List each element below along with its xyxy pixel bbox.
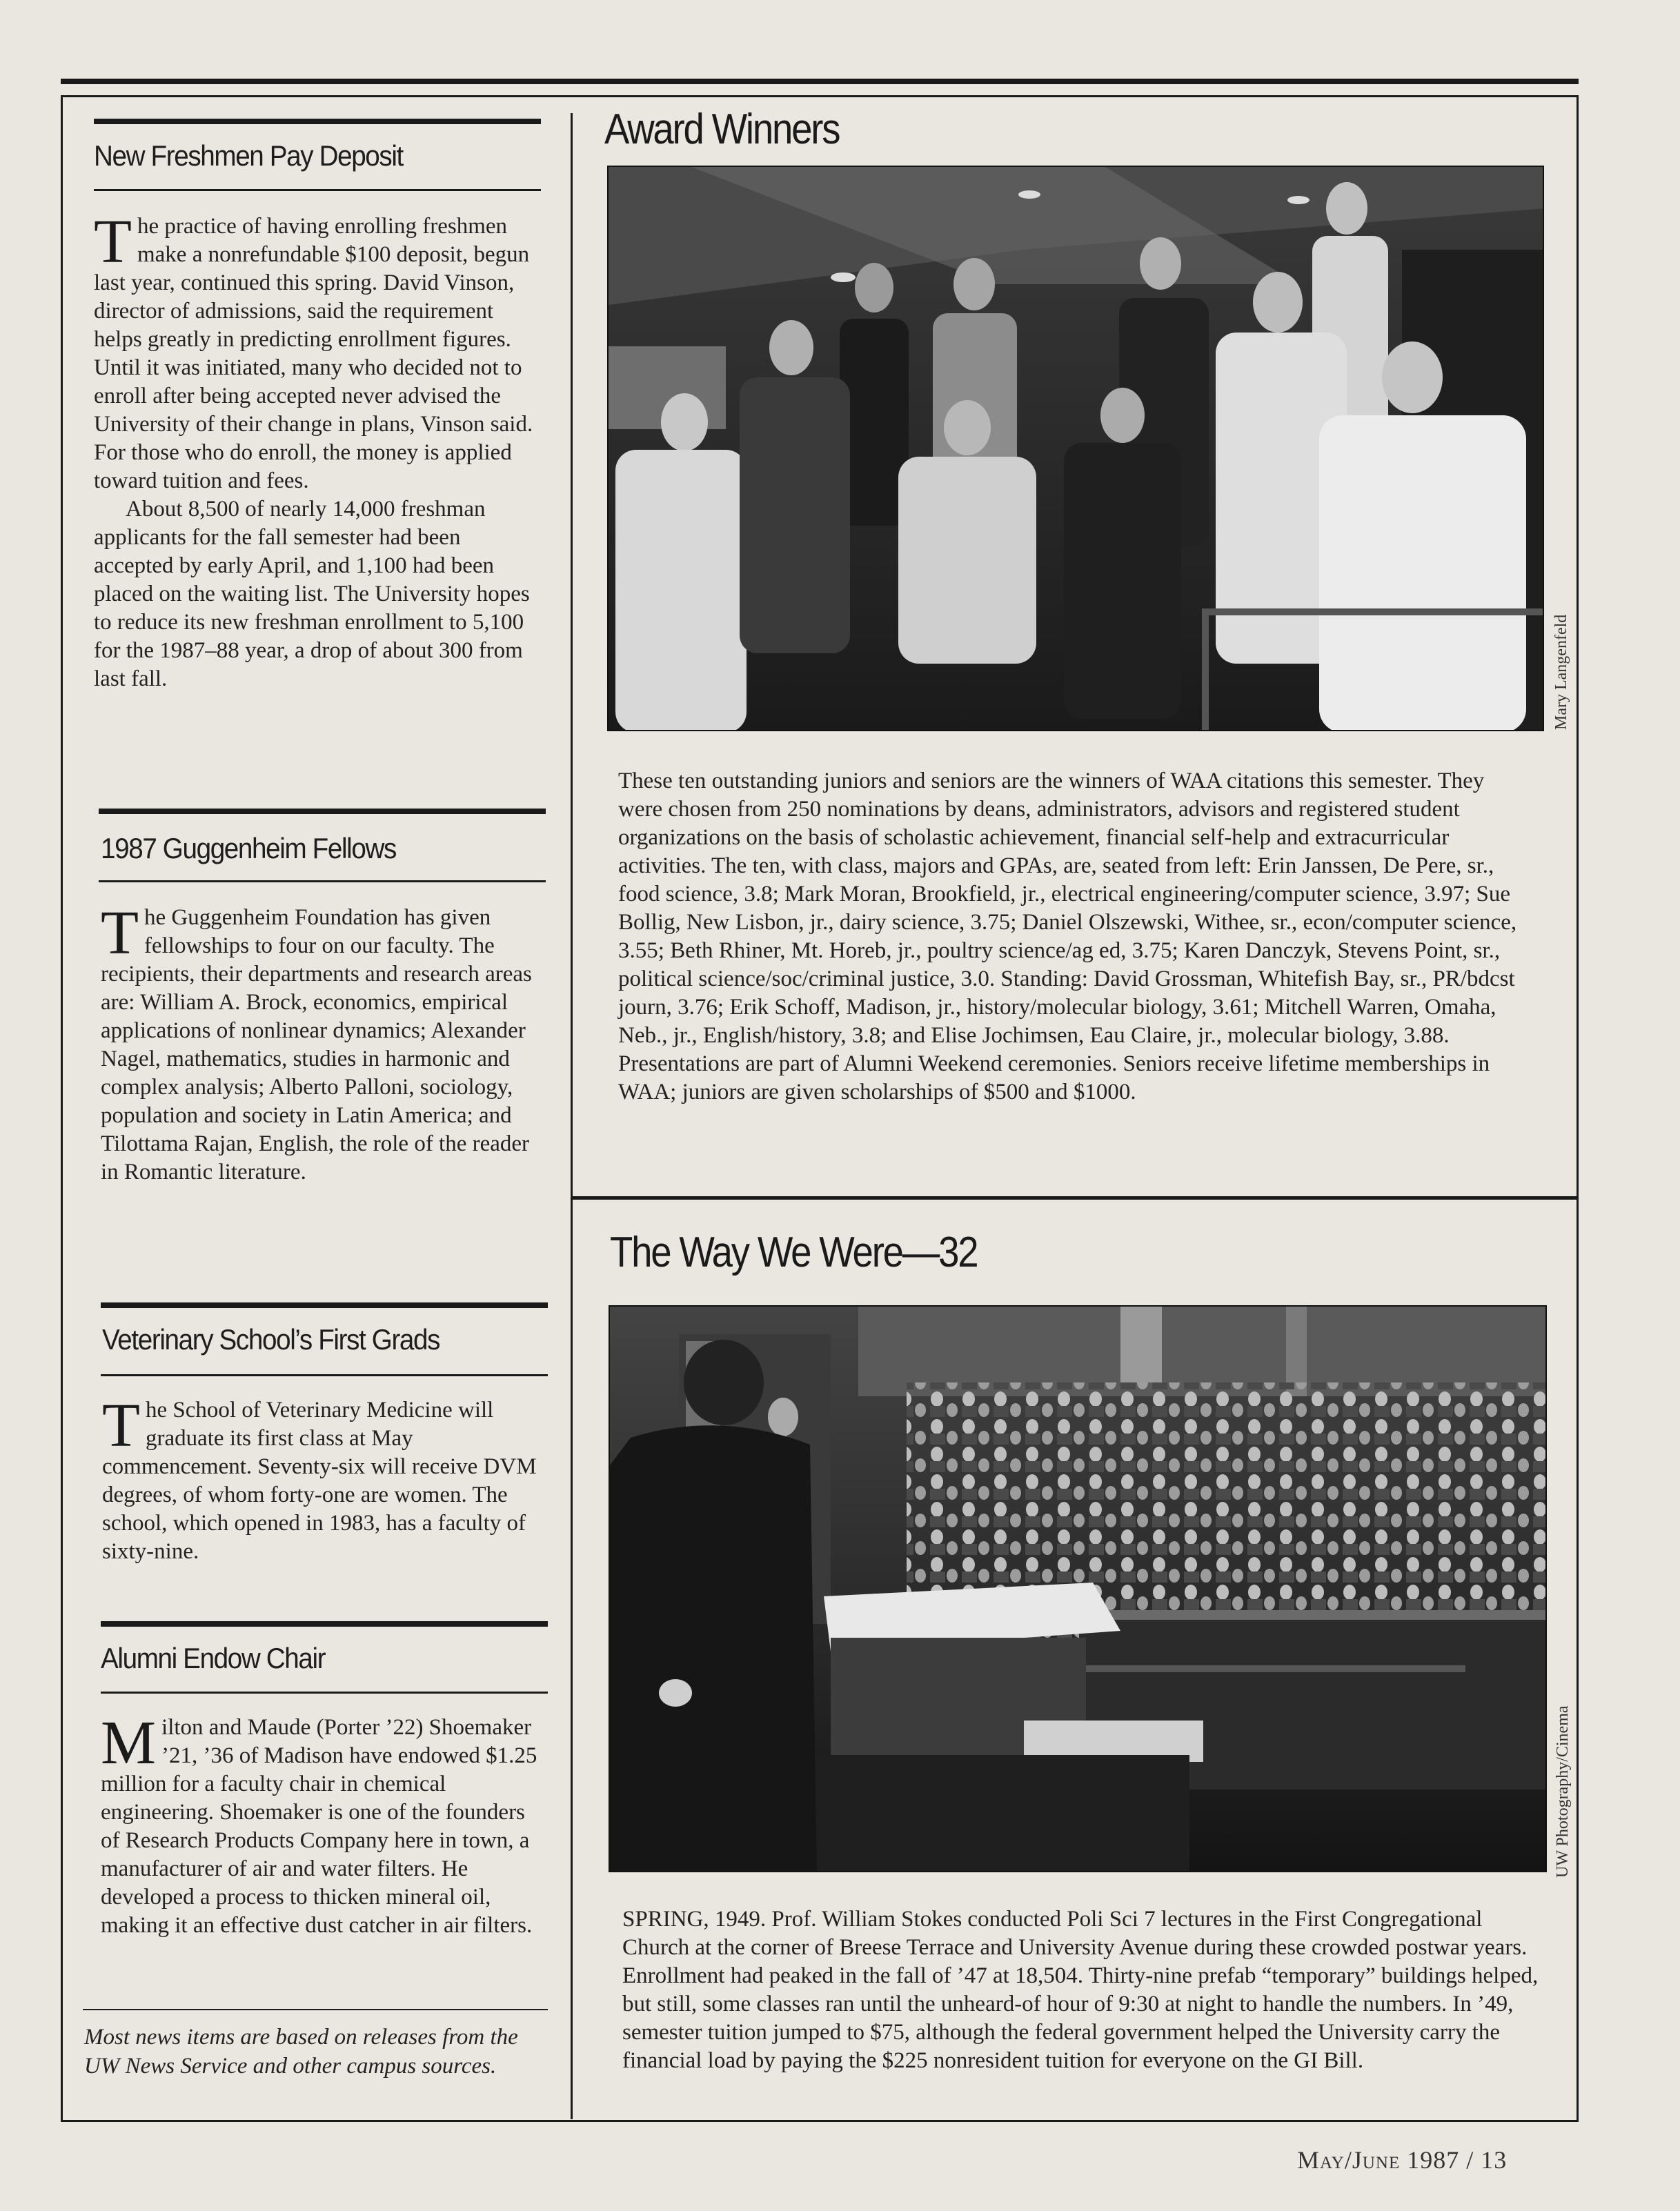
section-heading-guggenheim: 1987 Guggenheim Fellows	[101, 832, 396, 864]
award-photo-credit: Mary Langenfeld	[1552, 614, 1570, 730]
section-rule-top	[99, 809, 546, 814]
column-divider	[571, 113, 573, 2119]
paragraph: ilton and Maude (Porter ’22) Shoemaker ’21, ’36 of Madison have endowed $1.25 million for a faculty chair in chemical engineering. Shoemaker is one of the founders of Research Products Company here in town, a manufacturer of air and water filters. He developed a process to thicken mineral oil, making it an effective dust catcher in air filters.	[101, 1715, 537, 1938]
paragraph: he practice of having enrolling freshmen make a nonrefundable $100 deposit, begun last year, continued this spring. David Vinson, director of admissions, said the requirement helps greatly in predicting enrollment figures. Until it was initiated, many who decided not to enroll after being accepted never advised the University of their change in plans, Vinson said. For those who do enroll, the money is applied toward tuition and fees.	[94, 214, 533, 493]
award-winners-caption: These ten outstanding juniors and seniors are the winners of WAA citations this semester. They were chosen from 250 nominations by deans, administrators, advisors and registered student organizations on the basis of scholastic achievement, financial self-help and extracurricular activities. The ten, with class, majors and GPAs, are, seated from left: Erin Janssen, De Pere, sr., food science, 3.8; Mark Moran, Brookfield, jr., electrical engineering/computer science, 3.97; Sue Bollig, New Lisbon, jr., dairy science, 3.75; Daniel Olszewski, Withee, sr., econ/computer science, 3.55; Beth Rhiner, Mt. Horeb, jr., poultry science/ag ed, 3.75; Karen Danczyk, Stevens Point, sr., political science/soc/criminal justice, 3.0. Standing: David Grossman, Whitefish Bay, sr., PR/bdcst journ, 3.76; Erik Schoff, Madison, jr., history/molecular biology, 3.61; Mitchell Warren, Omaha, Neb., jr., English/history, 3.8; and Elise Jochimsen, Eau Claire, jr., molecular biology, 3.88. Presentations are part of Alumni Weekend ceremonies. Seniors receive lifetime memberships in WAA; juniors are given scholarships of $500 and $1000.	[618, 769, 1517, 1104]
dropcap: M	[101, 1709, 157, 1777]
way-we-were-heading: The Way We Were—32	[610, 1229, 978, 1276]
paragraph: About 8,500 of nearly 14,000 freshman applicants for the fall semester had been accepted by early April, and 1,100 had been placed on the waiting list. The University hopes to reduce its new freshman enrollment to 5,100 for the 1987–88 year, a drop of about 300 from last fall.	[94, 497, 530, 691]
article-freshmen-deposit	[94, 208, 535, 693]
section-rule-bottom	[99, 880, 546, 882]
section-rule-top	[101, 1621, 548, 1627]
story-divider	[571, 1196, 1579, 1200]
paragraph: he School of Veterinary Medicine will graduate its first class at May commencement. Seventy-six will receive DVM degrees, of whom forty-one are women. The school, which opened in 1983, has a faculty of sixty-nine.	[102, 1398, 537, 1564]
section-heading-endow-chair: Alumni Endow Chair	[101, 1642, 326, 1674]
section-heading-freshmen-deposit: New Freshmen Pay Deposit	[94, 139, 403, 172]
article-endow-chair	[101, 1709, 542, 1940]
news-source-note: Most news items are based on releases from the UW News Service and other campus sources.	[84, 2025, 518, 2079]
section-rule-bottom	[101, 1374, 548, 1376]
paragraph: he Guggenheim Foundation has given fellowships to four on our faculty. The recipients, their departments and research areas are: William A. Brock, economics, empirical applications of nonlinear dynamics; Alexander Nagel, mathematics, studies in harmonic and complex analysis; Alberto Palloni, sociology, population and society in Latin America; and Tilottama Rajan, English, the role of the reader in Romantic literature.	[101, 905, 532, 1184]
award-winners-photo	[607, 166, 1544, 731]
dropcap: T	[102, 1391, 140, 1460]
award-winners-heading: Award Winners	[604, 106, 840, 153]
footer-rule	[83, 2009, 548, 2010]
article-guggenheim	[101, 899, 542, 1187]
section-rule-bottom	[101, 1692, 548, 1694]
page-folio	[1297, 2145, 1507, 2174]
section-rule-top	[94, 119, 541, 124]
issue-year-page: 1987 / 13	[1407, 2146, 1508, 2174]
section-rule-bottom	[94, 189, 541, 191]
section-rule-top	[101, 1302, 548, 1308]
section-heading-veterinary: Veterinary School’s First Grads	[102, 1323, 440, 1356]
article-veterinary	[102, 1391, 544, 1566]
top-rule	[61, 79, 1579, 84]
way-we-were-photo	[609, 1305, 1547, 1872]
dropcap: T	[101, 899, 139, 967]
issue-month: May/June	[1297, 2146, 1401, 2174]
way-we-were-caption: SPRING, 1949. Prof. William Stokes conducted Poli Sci 7 lectures in the First Congregational Church at the corner of Breese Terrace and University Avenue during these crowded postwar years. Enrollment had peaked in the fall of ’47 at 18,504. Thirty-nine prefab “temporary” buildings helped, but still, some classes ran until the unheard-of hour of 9:30 at night to handle the numbers. In ’49, semester tuition jumped to $75, although the federal government helped the University carry the financial load by paying the $225 nonresident tuition for everyone on the GI Bill.	[622, 1907, 1539, 2073]
way-we-were-photo-credit: UW Photography/Cinema	[1554, 1705, 1572, 1878]
dropcap: T	[94, 208, 132, 276]
